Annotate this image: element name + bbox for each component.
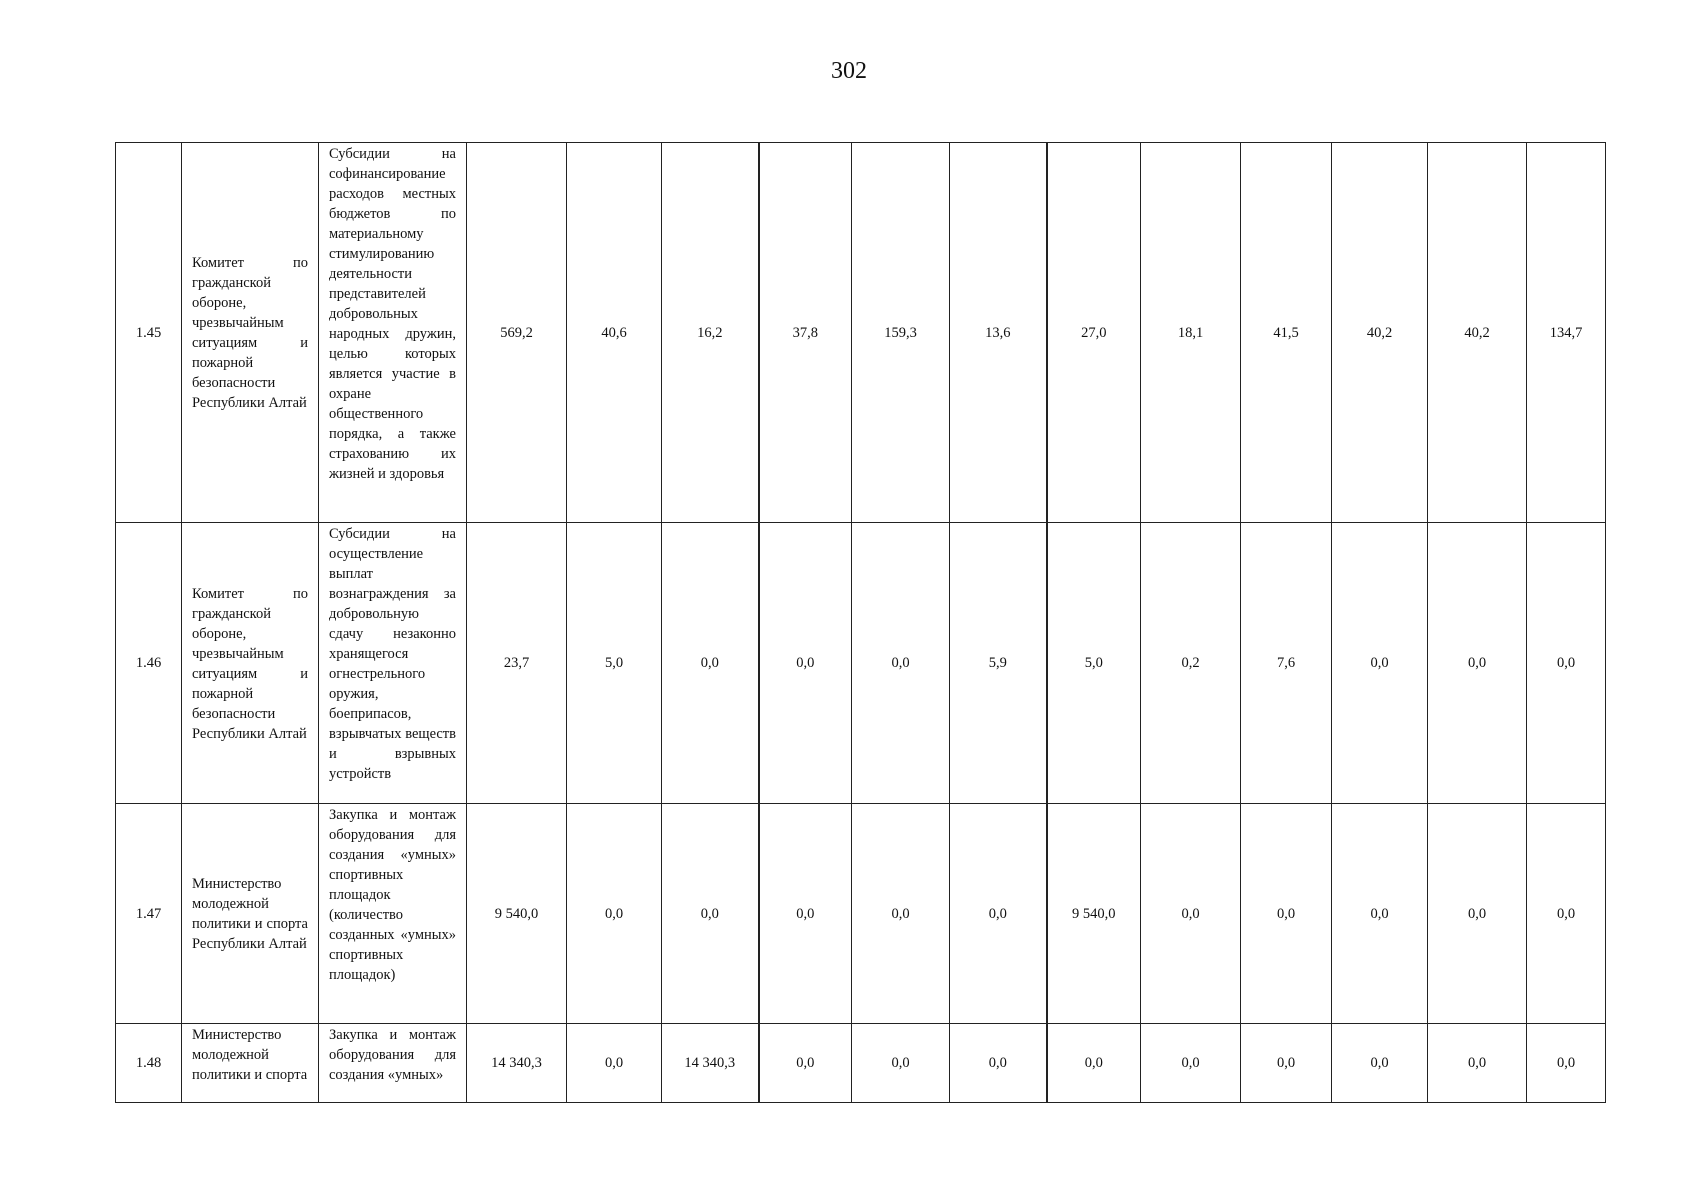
value-cell: 18,1: [1141, 143, 1241, 523]
value-cell: 134,7: [1527, 143, 1606, 523]
value-cell: 0,0: [852, 1024, 950, 1103]
value-cell: 0,0: [1527, 804, 1606, 1024]
value-cell: 0,0: [567, 804, 662, 1024]
budget-table: [115, 142, 1606, 1103]
value-cell: 0,0: [662, 804, 759, 1024]
value-cell-total: 9 540,0: [467, 804, 567, 1024]
executor-cell: Министерство молодежной политики и спорта Республики Алтай: [182, 804, 319, 1024]
value-cell: 0,0: [852, 523, 950, 804]
value-cell: 0,0: [1428, 804, 1527, 1024]
value-cell: 0,0: [852, 804, 950, 1024]
description-cell: Субсидии на софинансированиe расходов местных бюджетов по материальному стимулированию деятельности представителей добровольных народных дружин, целью которых является участие в охране общественного порядка, а также страхованию их жизней и здоровья: [319, 143, 467, 523]
value-cell: 0,0: [1332, 804, 1428, 1024]
table-row: [116, 804, 1606, 1024]
value-cell: 0,0: [1428, 523, 1527, 804]
value-cell: 40,2: [1332, 143, 1428, 523]
value-cell: 0,0: [1241, 804, 1332, 1024]
value-cell: 9 540,0: [1047, 804, 1141, 1024]
row-code: 1.45: [116, 143, 182, 523]
value-cell: 5,0: [1047, 523, 1141, 804]
value-cell: 0,0: [1141, 804, 1241, 1024]
value-cell: 41,5: [1241, 143, 1332, 523]
value-cell: 40,2: [1428, 143, 1527, 523]
value-cell: 27,0: [1047, 143, 1141, 523]
table-row: [116, 523, 1606, 804]
value-cell: 0,0: [759, 523, 852, 804]
row-code: 1.47: [116, 804, 182, 1024]
value-cell: 14 340,3: [662, 1024, 759, 1103]
value-cell: 5,9: [950, 523, 1047, 804]
page-number: 302: [831, 58, 867, 84]
row-code: 1.46: [116, 523, 182, 804]
value-cell: 37,8: [759, 143, 852, 523]
value-cell: 0,0: [1141, 1024, 1241, 1103]
value-cell: 159,3: [852, 143, 950, 523]
value-cell: 0,0: [567, 1024, 662, 1103]
value-cell: 0,0: [1428, 1024, 1527, 1103]
value-cell: 16,2: [662, 143, 759, 523]
executor-cell: Министерство молодежной политики и спорта: [182, 1024, 319, 1103]
value-cell: 0,0: [1241, 1024, 1332, 1103]
value-cell-total: 14 340,3: [467, 1024, 567, 1103]
value-cell: 0,0: [662, 523, 759, 804]
description-cell: Субсидии на осуществление выплат вознаграждения за добровольную сдачу незаконно хранящегося огнестрельного оружия, боеприпасов, взрывчатых веществ и взрывных устройств: [319, 523, 467, 804]
row-code: 1.48: [116, 1024, 182, 1103]
value-cell: 0,0: [950, 804, 1047, 1024]
description-cell: Закупка и монтаж оборудования для создания «умных»: [319, 1024, 467, 1103]
value-cell: 0,0: [1527, 523, 1606, 804]
value-cell: 0,0: [1047, 1024, 1141, 1103]
value-cell-total: 23,7: [467, 523, 567, 804]
value-cell: 13,6: [950, 143, 1047, 523]
value-cell-total: 569,2: [467, 143, 567, 523]
value-cell: 0,0: [759, 1024, 852, 1103]
table-row: [116, 1024, 1606, 1103]
value-cell: 0,0: [759, 804, 852, 1024]
value-cell: 5,0: [567, 523, 662, 804]
value-cell: 0,0: [1527, 1024, 1606, 1103]
executor-cell: Комитет по гражданской обороне, чрезвычайным ситуациям и пожарной безопасности Республики Алтай: [182, 523, 319, 804]
value-cell: 0,0: [950, 1024, 1047, 1103]
value-cell: 0,0: [1332, 1024, 1428, 1103]
executor-cell: Комитет по гражданской обороне, чрезвычайным ситуациям и пожарной безопасности Республики Алтай: [182, 143, 319, 523]
value-cell: 0,0: [1332, 523, 1428, 804]
value-cell: 40,6: [567, 143, 662, 523]
table-row: [116, 143, 1606, 523]
description-cell: Закупка и монтаж оборудования для создания «умных» спортивных площадок (количество созданных «умных» спортивных площадок): [319, 804, 467, 1024]
value-cell: 7,6: [1241, 523, 1332, 804]
value-cell: 0,2: [1141, 523, 1241, 804]
